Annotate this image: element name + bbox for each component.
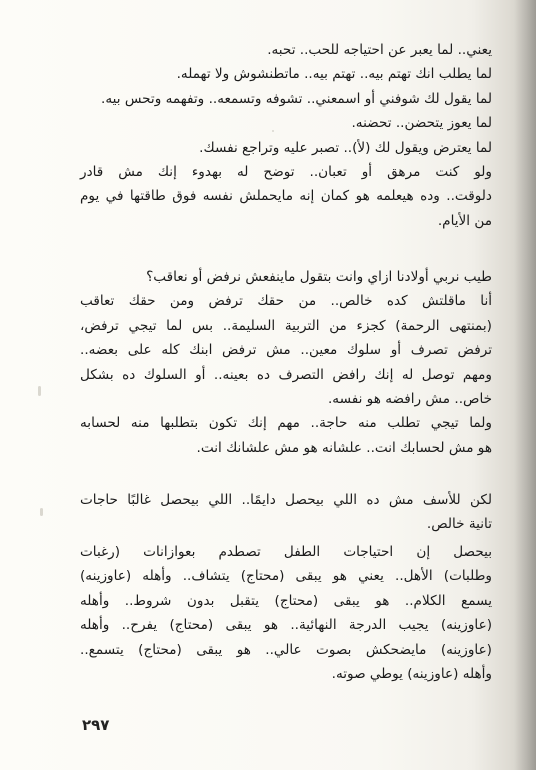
text-line: ولو كنت مرهق أو تعبان.. توضح له بهدوء إنك مش قادر [80,163,492,180]
text-line: لما يعترض ويقول لك (لأ).. تصبر عليه وتراجع نفسك. [199,139,492,156]
text-line: وطلبات) الأهل.. يعني هو يبقى (محتاج) يتشاف.. وأهله (عاوزينه) [80,568,492,585]
text-line: بيحصل إن احتياجات الطفل تصطدم بعوازانات (رغبات [80,544,492,560]
text-line: (عاوزينه) مايضحكش بصوت عالي.. هو يبقى (محتاج) يتسمع.. [80,641,492,658]
paragraph-block [80,488,492,537]
text-line: تانية خالص. [426,516,492,533]
page-number: ٢٩٧ [82,716,110,734]
text-line: دلوقت.. وده هيعلمه هو كمان إنه مايحملش نفسه فوق طاقتها في يوم [80,188,492,205]
binding-shadow [514,0,536,770]
text-line: أنا ماقلتش كده خالص.. من حقك ترفض ومن حقك تعاقب [80,293,492,310]
text-line: (عاوزينه) يجيب الدرجة النهائية.. هو يبقى (محتاج) يفرح.. وأهله [80,617,492,634]
paragraph-block [80,38,492,233]
text-line: من الأيام. [437,212,492,229]
paragraph-block [80,540,492,686]
text-line: لما يقول لك شوفني أو اسمعني.. تشوفه وتسمعه.. وتفهمه وتحس بيه. [101,90,492,107]
text-line: يعني.. لما يعبر عن احتياجه للحب.. تحبه. [267,42,492,58]
text-line: لكن للأسف مش ده اللي بيحصل دايمًا.. اللي بيحصل غالبًا حاجات [80,492,492,508]
text-line: ترفض تصرف أو سلوك معين.. مش ترفض ابنك كله على بعضه.. [80,342,492,359]
text-line: لما يطلب انك تهتم بيه.. تهتم بيه.. ماتطنشوش ولا تهمله. [176,66,492,83]
text-line: وأهله (عاوزينه) يوطي صوته. [331,665,492,682]
text-line: ومهم توصل له إنك رافض التصرف ده بعينه.. أو السلوك ده بشكل [80,366,492,383]
paper-speck [40,508,43,516]
text-line: (بمنتهى الرحمة) كجزء من التربية السليمة.. بس لما تيجي ترفض، [80,317,492,334]
paragraph-block [80,265,492,460]
paper-speck [38,386,41,396]
text-line: يسمع الكلام.. هو يبقى (محتاج) يتقبل بدون شروط.. وأهله [80,592,492,609]
text-line: ولما تيجي تطلب منه حاجة.. مهم إنك تكون بتطلبها منه لحسابه [80,415,492,432]
text-line: طيب نربي أولادنا ازاي وانت بتقول ماينفعش نرفض أو نعاقب؟ [146,269,492,285]
text-line: خاص.. مش رافضه هو نفسه. [327,390,492,407]
text-line: لما يعوز يتحضن.. تحضنه. [351,115,492,132]
text-line: هو مش لحسابك انت.. علشانه هو مش علشانك انت. [196,439,492,456]
